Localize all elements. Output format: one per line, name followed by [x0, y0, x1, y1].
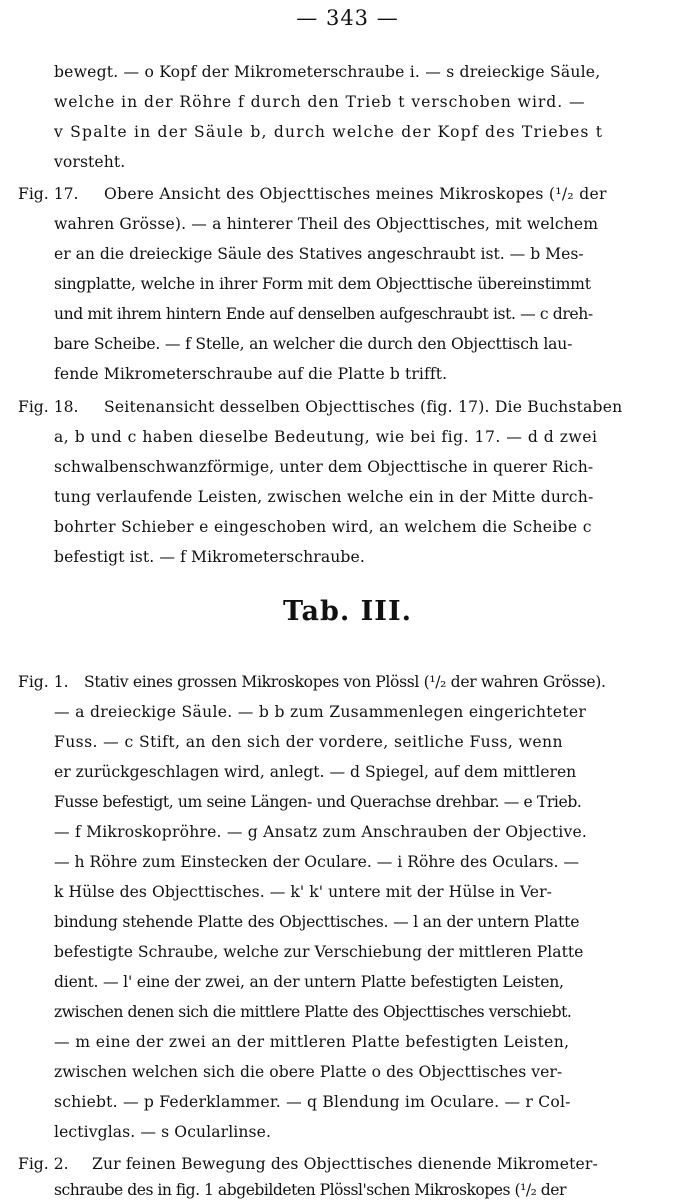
- text-line: Zur feinen Bewegung des Objecttisches dienende Mikrometer-: [92, 1155, 598, 1173]
- text-line: tung verlaufende Leisten, zwischen welche ein in der Mitte durch-: [54, 488, 594, 506]
- text-line: bare Scheibe. — f Stelle, an welcher die durch den Objecttisch lau-: [54, 335, 573, 353]
- text-line: fende Mikrometerschraube auf die Platte b trifft.: [54, 365, 448, 383]
- figure-label: Fig. 1.: [18, 673, 69, 691]
- text-line: bindung stehende Platte des Objecttisches. — l an der untern Platte: [54, 913, 580, 931]
- text-line: er zurückgeschlagen wird, anlegt. — d Spiegel, auf dem mittleren: [54, 763, 577, 781]
- figure-label: Fig. 2.: [18, 1155, 69, 1173]
- text-line: k Hülse des Objecttisches. — k' k' untere mit der Hülse in Ver-: [54, 883, 552, 901]
- text-line: befestigte Schraube, welche zur Verschiebung der mittleren Platte: [54, 943, 584, 961]
- text-line: bewegt. — o Kopf der Mikrometerschraube i. — s dreieckige Säule,: [54, 63, 601, 81]
- text-line: und mit ihrem hintern Ende auf denselben aufgeschraubt ist. — c dreh-: [54, 305, 593, 323]
- text-line: dient. — l' eine der zwei, an der untern Platte befestigten Leisten,: [54, 973, 564, 991]
- text-line: — f Mikroskopröhre. — g Ansatz zum Anschrauben der Objective.: [54, 823, 588, 841]
- text-line: — h Röhre zum Einstecken der Oculare. — i Röhre des Oculars. —: [54, 853, 580, 871]
- text-line: singplatte, welche in ihrer Form mit dem Objecttische übereinstimmt: [54, 275, 591, 293]
- text-line: lectivglas. — s Ocularlinse.: [54, 1123, 272, 1141]
- text-line: er an die dreieckige Säule des Statives angeschraubt ist. — b Mes-: [54, 245, 584, 263]
- text-line: — m eine der zwei an der mittleren Platte befestigten Leisten,: [54, 1033, 570, 1051]
- text-line: schiebt. — p Federklammer. — q Blendung im Oculare. — r Col-: [54, 1093, 571, 1111]
- text-line: wahren Grösse). — a hinterer Theil des Objecttisches, mit welchem: [54, 215, 599, 233]
- text-line: v Spalte in der Säule b, durch welche der Kopf des Triebes t: [54, 123, 604, 141]
- text-line: Fuss. — c Stift, an den sich der vordere, seitliche Fuss, wenn: [54, 733, 563, 751]
- text-line: Obere Ansicht des Objecttisches meines Mikroskopes (¹/₂ der: [104, 185, 607, 203]
- text-line: Fusse befestigt, um seine Längen- und Querachse drehbar. — e Trieb.: [54, 793, 582, 811]
- text-line: welche in der Röhre f durch den Trieb t verschoben wird. —: [54, 93, 586, 111]
- section-title: Tab. III.: [283, 596, 412, 627]
- text-line: — a dreieckige Säule. — b b zum Zusammenlegen eingerichteter: [54, 703, 587, 721]
- text-line: schraube des in fig. 1 abgebildeten Plössl'schen Mikroskopes (¹/₂ der: [54, 1181, 566, 1199]
- figure-label: Fig. 17.: [18, 185, 79, 203]
- figure-label: Fig. 18.: [18, 398, 79, 416]
- text-line: schwalbenschwanzförmige, unter dem Objecttische in querer Rich-: [54, 458, 594, 476]
- text-line: vorsteht.: [54, 153, 126, 171]
- text-line: bohrter Schieber e eingeschoben wird, an welchem die Scheibe c: [54, 518, 592, 536]
- text-line: befestigt ist. — f Mikrometerschraube.: [54, 548, 365, 566]
- page-number: — 343 —: [296, 6, 399, 30]
- text-line: a, b und c haben dieselbe Bedeutung, wie bei fig. 17. — d d zwei: [54, 428, 598, 446]
- text-line: zwischen welchen sich die obere Platte o des Objecttisches ver-: [54, 1063, 563, 1081]
- text-line: zwischen denen sich die mittlere Platte des Objecttisches verschiebt.: [54, 1003, 572, 1021]
- text-line: Stativ eines grossen Mikroskopes von Plössl (¹/₂ der wahren Grösse).: [84, 673, 606, 691]
- text-line: Seitenansicht desselben Objecttisches (fig. 17). Die Buchstaben: [104, 398, 623, 416]
